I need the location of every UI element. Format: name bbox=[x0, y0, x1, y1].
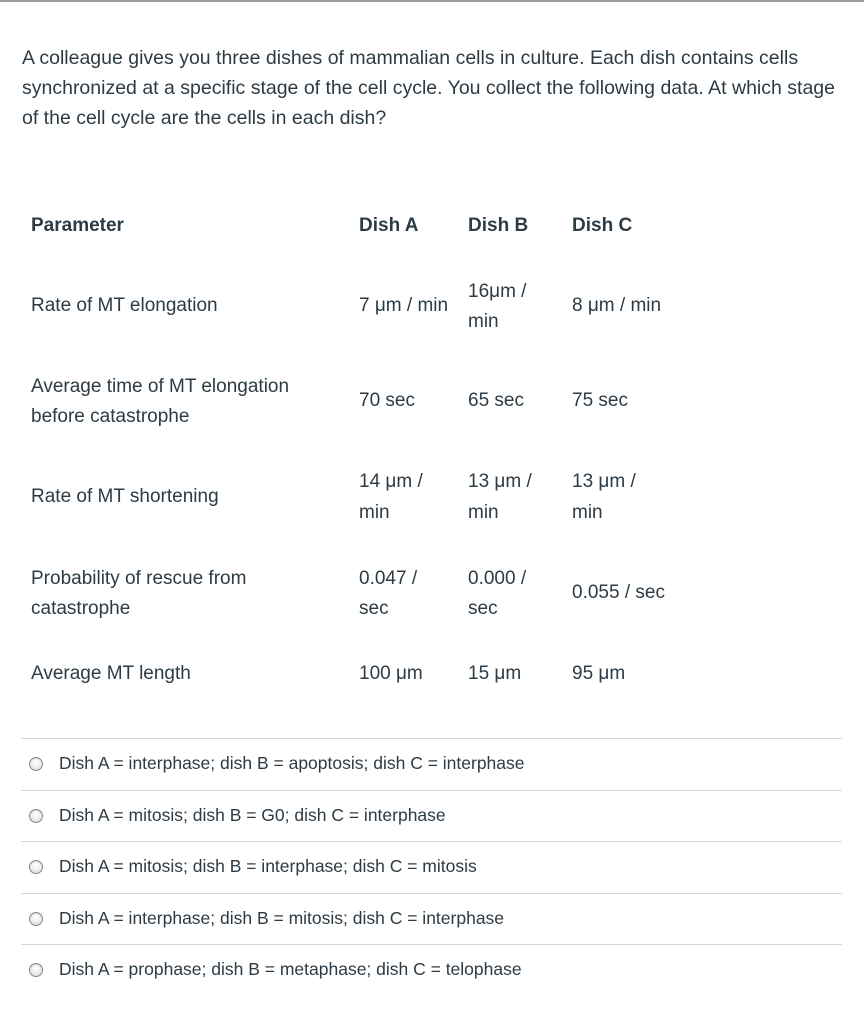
answer-option-label[interactable]: Dish A = mitosis; dish B = G0; dish C = interphase bbox=[59, 804, 446, 825]
radio-button-icon[interactable] bbox=[29, 809, 43, 823]
row-dish-b-value-cont: min bbox=[468, 311, 499, 332]
header-dish-a: Dish A bbox=[359, 215, 419, 236]
row-parameter-label: Rate of MT shortening bbox=[31, 486, 219, 507]
row-dish-b-value: 15 μm bbox=[468, 663, 522, 684]
row-dish-b-value: 0.000 / bbox=[468, 568, 527, 589]
row-dish-b-value-cont: sec bbox=[468, 598, 498, 619]
answer-option-2[interactable] bbox=[21, 790, 842, 842]
header-dish-b: Dish B bbox=[468, 215, 529, 236]
row-parameter-label-cont: before catastrophe bbox=[31, 406, 190, 427]
answer-option-5[interactable] bbox=[21, 944, 842, 996]
row-dish-a-value-cont: min bbox=[359, 502, 390, 523]
answer-option-label[interactable]: Dish A = interphase; dish B = mitosis; dish C = interphase bbox=[59, 907, 505, 928]
answer-options bbox=[21, 738, 842, 996]
question-text: A colleague gives you three dishes of mammalian cells in culture. Each dish contains cells synchronized at a specific stage of the cell cycle. You collect the following data. At which stage of the cell cycle are the cells in each dish? bbox=[22, 47, 835, 129]
row-dish-b-value: 13 μm / bbox=[468, 471, 532, 492]
row-dish-a-value: 0.047 / bbox=[359, 568, 418, 589]
row-dish-c-value: 13 μm / bbox=[572, 471, 636, 492]
header-parameter: Parameter bbox=[31, 215, 124, 236]
row-parameter-label: Probability of rescue from bbox=[31, 568, 247, 589]
answer-option-4[interactable] bbox=[21, 893, 842, 945]
row-dish-c-value: 95 μm bbox=[572, 663, 626, 684]
row-dish-a-value: 7 μm / min bbox=[359, 295, 449, 316]
row-dish-a-value: 70 sec bbox=[359, 390, 415, 411]
radio-button-icon[interactable] bbox=[29, 860, 43, 874]
row-parameter-label: Rate of MT elongation bbox=[31, 295, 218, 316]
row-dish-c-value: 0.055 / sec bbox=[572, 582, 665, 603]
row-dish-b-value: 65 sec bbox=[468, 390, 524, 411]
row-dish-b-value: 16μm / bbox=[468, 281, 527, 302]
answer-option-label[interactable]: Dish A = interphase; dish B = apoptosis; dish C = interphase bbox=[59, 753, 525, 773]
row-dish-c-value: 8 μm / min bbox=[572, 295, 662, 316]
radio-button-icon[interactable] bbox=[29, 757, 43, 771]
header-dish-c: Dish C bbox=[572, 215, 633, 236]
row-parameter-label: Average MT length bbox=[31, 663, 191, 684]
row-dish-c-value: 75 sec bbox=[572, 390, 628, 411]
answer-option-label[interactable]: Dish A = mitosis; dish B = interphase; dish C = mitosis bbox=[59, 856, 477, 876]
answer-option-label[interactable]: Dish A = prophase; dish B = metaphase; dish C = telophase bbox=[59, 959, 522, 979]
row-parameter-label: Average time of MT elongation bbox=[31, 376, 290, 397]
row-parameter-label-cont: catastrophe bbox=[31, 598, 131, 619]
row-dish-a-value-cont: sec bbox=[359, 598, 389, 619]
row-dish-a-value: 100 μm bbox=[359, 663, 423, 684]
radio-button-icon[interactable] bbox=[29, 963, 43, 977]
answer-option-3[interactable] bbox=[21, 841, 842, 893]
row-dish-a-value: 14 μm / bbox=[359, 471, 423, 492]
top-divider bbox=[0, 0, 864, 2]
row-dish-c-value-cont: min bbox=[572, 502, 603, 523]
row-dish-b-value-cont: min bbox=[468, 502, 499, 523]
radio-button-icon[interactable] bbox=[29, 912, 43, 926]
answer-option-1[interactable] bbox=[21, 738, 842, 790]
